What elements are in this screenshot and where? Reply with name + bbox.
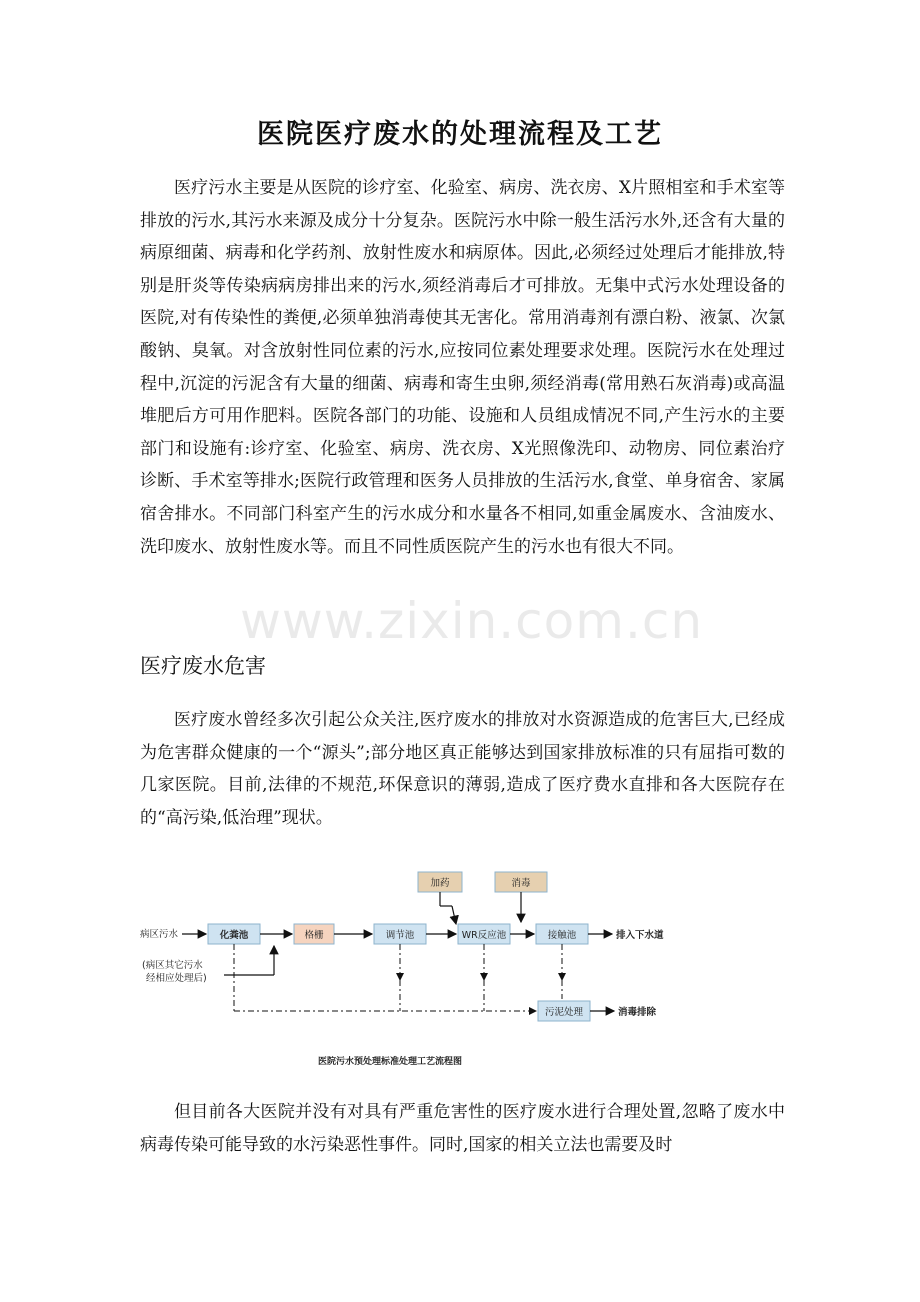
label-ward-wastewater: 病区污水	[140, 929, 179, 940]
label-contact-tank: 接触池	[547, 930, 577, 941]
label-regulating-tank: 调节池	[385, 930, 415, 941]
label-disinfect-discharge: 消毒排除	[618, 1007, 657, 1018]
label-septic-tank: 化粪池	[219, 930, 249, 941]
label-grille: 格栅	[304, 930, 324, 941]
label-reaction-tank: WR反应池	[461, 930, 507, 941]
label-discharge-sewer: 排入下水道	[616, 930, 664, 941]
label-disinfection: 消毒	[511, 878, 531, 889]
diagram-caption: 医院污水预处理标准处理工艺流程图	[317, 1057, 463, 1067]
label-dosing: 加药	[430, 878, 450, 889]
label-other-wastewater-2: 经相应处理后)	[146, 973, 207, 984]
flow-diagram-svg	[140, 858, 685, 1073]
section-heading-hazard: 医疗废水危害	[140, 654, 266, 678]
process-flow-diagram	[140, 858, 685, 1073]
label-sludge-treatment: 污泥处理	[544, 1007, 584, 1018]
label-other-wastewater-1: (病区其它污水	[142, 960, 203, 971]
arrow-dosing-to-reaction	[452, 906, 456, 924]
intro-paragraph: 医疗污水主要是从医院的诊疗室、化验室、病房、洗衣房、X片照相室和手术室等排放的污水,其污水来源及成分十分复杂。医院污水中除一般生活污水外,还含有大量的病原细菌、病毒和化学药剂、放射性废水和病原体。因此,必须经过处理后才能排放,特别是肝炎等传染病病房排出来的污水,须经消毒后才可排放。无集中式污水处理设备的医院,对有传染性的粪便,必须单独消毒使其无害化。常用消毒剂有漂白粉、液氯、次氯酸钠、臭氧。对含放射性同位素的污水,应按同位素处理要求处理。医院污水在处理过程中,沉淀的污泥含有大量的细菌、病毒和寄生虫卵,须经消毒(常用熟石灰消毒)或高温堆肥后方可用作肥料。医院各部门的功能、设施和人员组成情况不同,产生污水的主要部门和设施有:诊疗室、化验室、病房、洗衣房、X光照像洗印、动物房、同位素治疗诊断、手术室等排水;医院行政管理和医务人员排放的生活污水,食堂、单身宿舍、家属宿舍排水。不同部门科室产生的污水成分和水量各不相同,如重金属废水、含油废水、洗印废水、放射性废水等。而且不同性质医院产生的污水也有很大不同。	[140, 178, 785, 557]
closing-paragraph: 但目前各大医院并没有对具有严重危害性的医疗废水进行合理处置,忽略了废水中病毒传染可能导致的水污染恶性事件。同时,国家的相关立法也需要及时	[140, 1102, 785, 1155]
watermark-text: www.zixin.com.cn	[240, 592, 704, 650]
document-title: 医院医疗废水的处理流程及工艺	[257, 119, 663, 150]
hazard-paragraph: 医疗废水曾经多次引起公众关注,医疗废水的排放对水资源造成的危害巨大,已经成为危害群众健康的一个“源头”;部分地区真正能够达到国家排放标准的只有屈指可数的几家医院。目前,法律的不规范,环保意识的薄弱,造成了医疗费水直排和各大医院存在的“高污染,低治理”现状。	[140, 710, 785, 828]
